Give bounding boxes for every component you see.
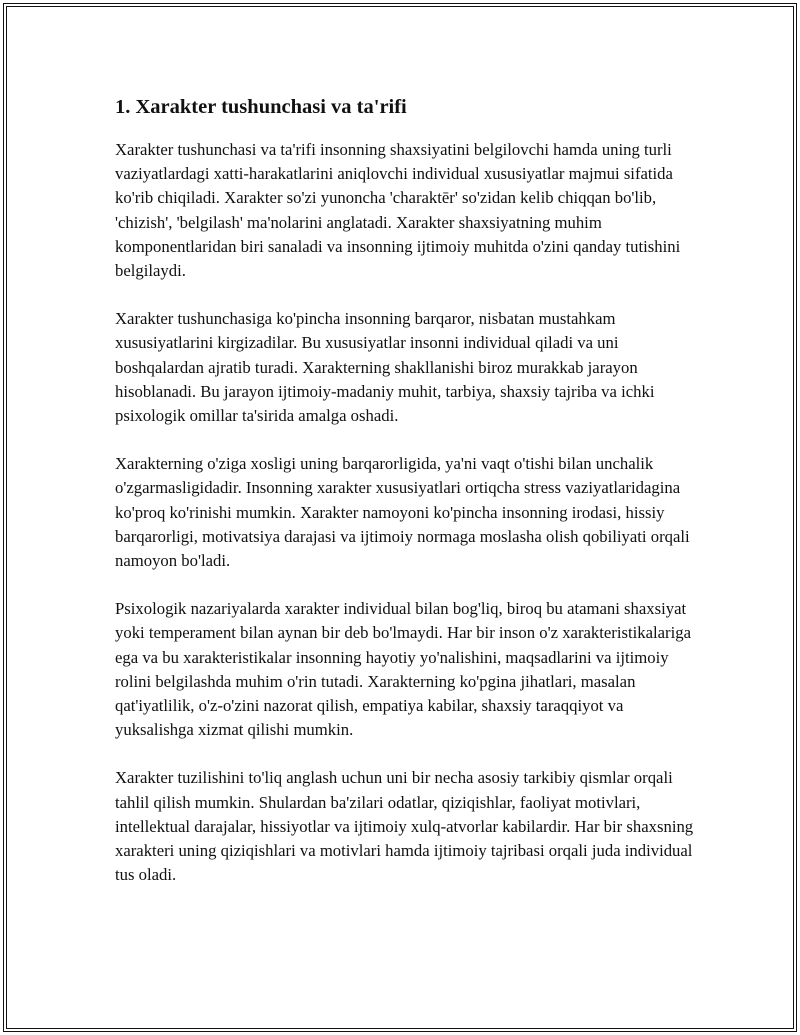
paragraph-4: Psixologik nazariyalarda xarakter individual bilan bog'liq, biroq bu atamani shaxsiyat yoki temperament bilan aynan bir deb bo'lmaydi. Har bir inson o'z xarakteristikalariga ega va bu xarakteristikalar insonning hayotiy yo'nalishini, maqsadlarini va ijtimoiy rolini belgilashda muhim o'rin tutadi. Xarakterning ko'pgina jihatlari, masalan qat'iyatlilik, o'z-o'zini nazorat qilish, empatiya kabilar, shaxsiy taraqqiyot va yuksalishga xizmat qilishi mumkin. (115, 599, 691, 740)
document-body (115, 92, 705, 911)
paragraph-1: Xarakter tushunchasi va ta'rifi insonning shaxsiyatini belgilovchi hamda uning turli vaziyatlardagi xatti-harakatlarini aniqlovchi individual xususiyatlar majmui sifatida ko'rib chiqiladi. Xarakter so'zi yunoncha 'charaktēr' so'zidan kelib chiqqan bo'lib, 'chizish', 'belgilash' ma'nolarini anglatadi. Xarakter shaxsiyatning muhim komponentlaridan biri sanaladi va insonning ijtimoiy muhitda o'zini qanday tutishini belgilaydi. (115, 140, 681, 281)
paragraph-3: Xarakterning o'ziga xosligi uning barqarorligida, ya'ni vaqt o'tishi bilan unchalik o'zgarmasligidadir. Insonning xarakter xususiyatlari ortiqcha stress vaziyatlaridagina ko'proq ko'rinishi mumkin. Xarakter namoyoni ko'pincha insonning irodasi, hissiy barqarorligi, motivatsiya darajasi va ijtimoiy normaga moslasha olish qobiliyati orqali namoyon bo'ladi. (115, 454, 690, 571)
paragraph-2: Xarakter tushunchasiga ko'pincha insonning barqaror, nisbatan mustahkam xususiyatlarini kirgizadilar. Bu xususiyatlar insonni individual qiladi va uni boshqalardan ajratib turadi. Xarakterning shakllanishi biroz murakkab jarayon hisoblanadi. Bu jarayon ijtimoiy-madaniy muhit, tarbiya, shaxsiy tajriba va ichki psixologik omillar ta'sirida amalga oshadi. (115, 309, 655, 426)
paragraph-5: Xarakter tuzilishini to'liq anglash uchun uni bir necha asosiy tarkibiy qismlar orqali tahlil qilish mumkin. Shulardan ba'zilari odatlar, qiziqishlar, faoliyat motivlari, intellektual darajalar, hissiyotlar va ijtimoiy xulq-atvorlar kabilardir. Har bir shaxsning xarakteri uning qiziqishlari va motivlari hamda ijtimoiy tajribasi orqali juda individual tus oladi. (115, 768, 694, 885)
section-heading: 1. Xarakter tushunchasi va ta'rifi (115, 96, 407, 118)
